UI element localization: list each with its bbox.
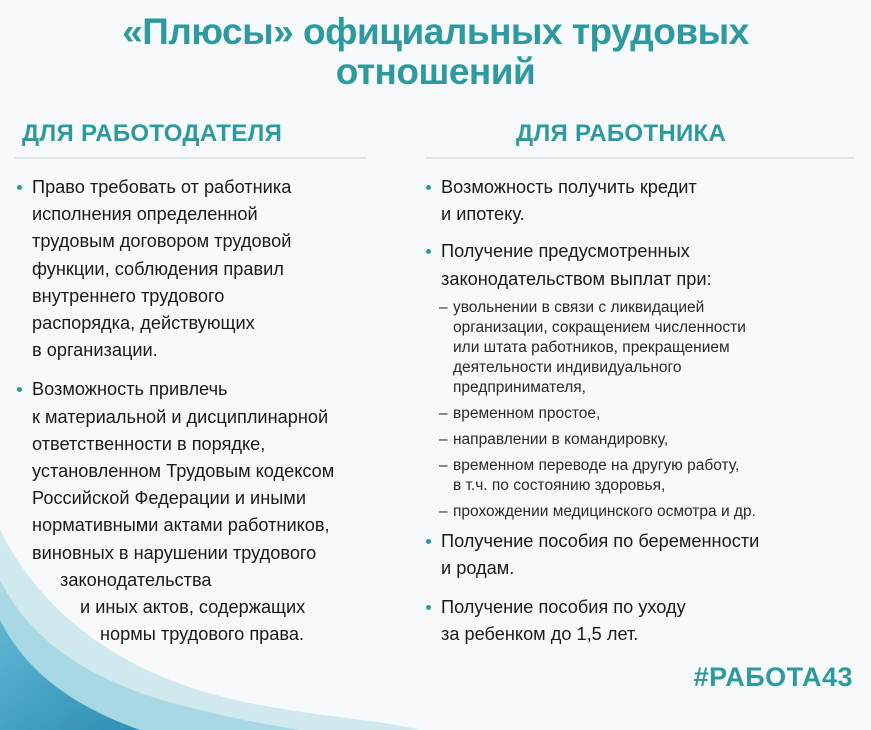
employer-column: [14, 174, 414, 648]
employer-heading: ДЛЯ РАБОТОДАТЕЛЯ: [22, 120, 283, 147]
list-item: [423, 528, 863, 582]
item-line: предпринимателя,: [453, 378, 586, 396]
dash-icon: –: [439, 430, 448, 448]
item-line: организации, сокращением численности: [453, 318, 746, 336]
item-line: направлении в командировку,: [453, 430, 669, 448]
item-line: временном простое,: [453, 404, 601, 422]
item-line: трудовым договором трудовой: [32, 231, 292, 252]
page-title-line-1: «Плюсы» официальных трудовых: [122, 11, 749, 52]
dash-icon: –: [439, 502, 448, 520]
hashtag-label: #РАБОТА43: [693, 662, 853, 692]
item-line: Возможность привлечь: [32, 379, 228, 400]
sublist-item: [423, 298, 863, 398]
employer-divider: [14, 157, 366, 159]
item-line: Право требовать от работника: [32, 177, 292, 197]
item-line: нормативными актами работников,: [32, 515, 330, 536]
item-line: и иных актов, содержащих: [80, 597, 306, 618]
item-line: Возможность получить кредит: [441, 177, 697, 197]
page-title: [0, 12, 871, 92]
list-item: [423, 594, 863, 648]
payments-sublist: [423, 298, 863, 522]
employee-divider: [426, 157, 854, 159]
sublist-item: [423, 456, 863, 496]
item-line: законодательства: [60, 569, 212, 590]
employee-column: [423, 174, 863, 649]
item-line: нормы трудового права.: [100, 624, 305, 645]
page-title-line-2: отношений: [335, 51, 536, 92]
bullet-dot-icon: [426, 249, 431, 254]
list-item: [423, 238, 863, 292]
bullet-dot-icon: [17, 185, 22, 190]
item-line: исполнения определенной: [32, 204, 258, 225]
bullet-dot-icon: [426, 185, 431, 190]
item-line: временном переводе на другую работу,: [453, 456, 740, 474]
dash-icon: –: [439, 456, 448, 474]
item-line: Получение пособия по беременности: [441, 530, 760, 551]
item-line: Российской Федерации и иными: [32, 488, 306, 509]
dash-icon: –: [439, 404, 448, 422]
item-line: к материальной и дисциплинарной: [32, 406, 329, 427]
item-line: и родам.: [441, 558, 515, 579]
item-line: установленном Трудовым кодексом: [32, 461, 335, 482]
list-item: [14, 174, 414, 364]
bullet-dot-icon: [17, 387, 22, 392]
item-line: в т.ч. по состоянию здоровья,: [453, 476, 666, 494]
item-line: функции, соблюдения правил: [32, 258, 284, 279]
sublist-item: [423, 502, 863, 522]
item-line: законодательством выплат при:: [441, 268, 712, 289]
item-line: и ипотеку.: [441, 204, 525, 225]
bullet-dot-icon: [426, 539, 431, 544]
item-line: в организации.: [32, 340, 158, 361]
dash-icon: –: [439, 298, 448, 316]
item-line: за ребенком до 1,5 лет.: [441, 624, 639, 645]
item-line: прохождении медицинского осмотра и др.: [453, 502, 756, 520]
item-line: Получение предусмотренных: [441, 241, 690, 262]
list-item: [423, 174, 863, 228]
item-line: деятельности индивидуального: [453, 358, 682, 376]
item-line: Получение пособия по уходу: [441, 597, 686, 618]
item-line: внутреннего трудового: [32, 285, 225, 306]
item-line: распорядка, действующих: [32, 313, 255, 334]
sublist-item: [423, 404, 863, 424]
list-item: [14, 376, 414, 648]
item-line: увольнении в связи с ликвидацией: [453, 298, 705, 316]
employee-heading: ДЛЯ РАБОТНИКА: [516, 120, 727, 147]
item-line: виновных в нарушении трудового: [32, 542, 317, 563]
sublist-item: [423, 430, 863, 450]
item-line: ответственности в порядке,: [32, 433, 266, 454]
item-line: или штата работников, прекращением: [453, 338, 730, 356]
bullet-dot-icon: [426, 605, 431, 610]
